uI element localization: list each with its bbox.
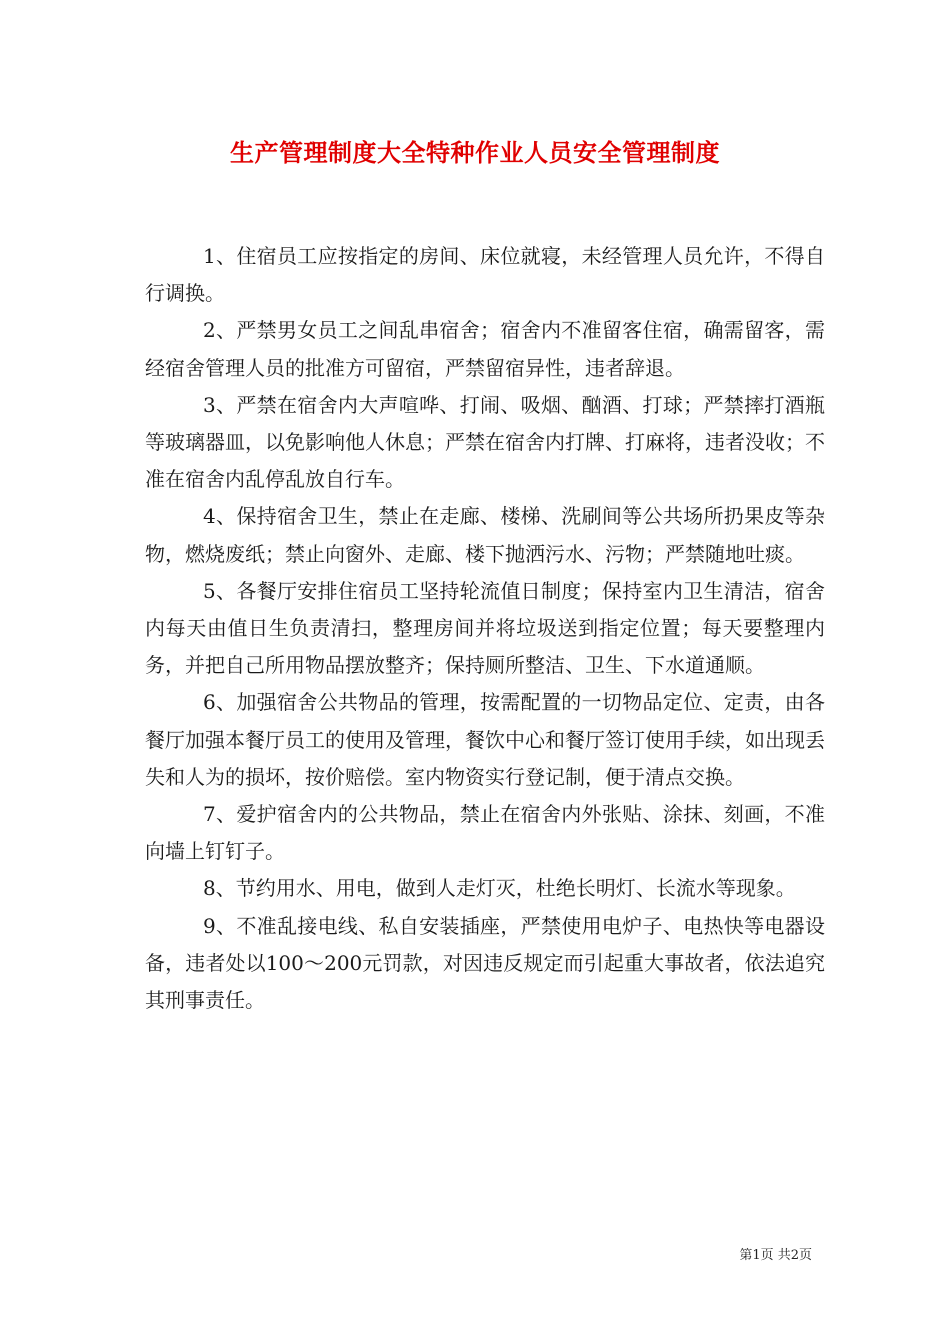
paragraph-3: 3、严禁在宿舍内大声喧哗、打闹、吸烟、酗酒、打球；严禁摔打酒瓶等玻璃器皿，以免影响他人休息；严禁在宿舍内打牌、打麻将，违者没收；不准在宿舍内乱停乱放自行车。 <box>145 392 825 492</box>
document-body <box>145 238 825 1019</box>
paragraph-4: 4、保持宿舍卫生，禁止在走廊、楼梯、洗刷间等公共场所扔果皮等杂物，燃烧废纸；禁止向窗外、走廊、楼下抛洒污水、污物；严禁随地吐痰。 <box>145 504 825 566</box>
paragraph-1: 1、住宿员工应按指定的房间、床位就寝，未经管理人员允许，不得自行调换。 <box>145 244 825 306</box>
paragraph-7: 7、爱护宿舍内的公共物品，禁止在宿舍内外张贴、涂抹、刻画，不准向墙上钉钉子。 <box>145 802 825 864</box>
paragraph-6: 6、加强宿舍公共物品的管理，按需配置的一切物品定位、定责，由各餐厅加强本餐厅员工的使用及管理，餐饮中心和餐厅签订使用手续，如出现丢失和人为的损坏，按价赔偿。室内物资实行登记制，便于清点交换。 <box>145 690 825 789</box>
paragraph-8: 8、节约用水、用电，做到人走灯灭，杜绝长明灯、长流水等现象。 <box>203 876 796 901</box>
document-title: 生产管理制度大全特种作业人员安全管理制度 <box>230 139 720 167</box>
paragraph-2: 2、严禁男女员工之间乱串宿舍；宿舍内不准留客住宿，确需留客，需经宿舍管理人员的批准方可留宿，严禁留宿异性，违者辞退。 <box>145 318 825 380</box>
paragraph-9: 9、不准乱接电线、私自安装插座，严禁使用电炉子、电热快等电器设备，违者处以100～200元罚款，对因违反规定而引起重大事故者，依法追究其刑事责任。 <box>145 913 825 1013</box>
page-number: 第1页 共2页 <box>739 1248 812 1263</box>
paragraph-5: 5、各餐厅安排住宿员工坚持轮流值日制度；保持室内卫生清洁，宿舍内每天由值日生负责清扫，整理房间并将垃圾送到指定位置；每天要整理内务，并把自己所用物品摆放整齐；保持厕所整洁、卫生、下水道通顺。 <box>145 578 825 678</box>
